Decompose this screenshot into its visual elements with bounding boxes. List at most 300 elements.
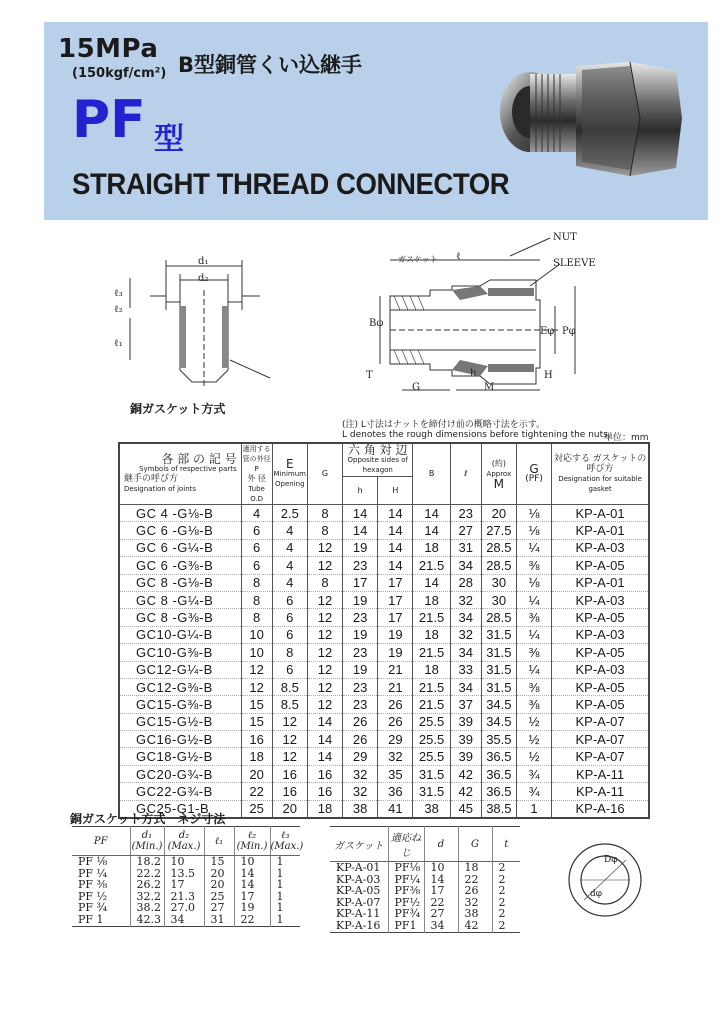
table-cell: 27 (424, 908, 458, 920)
joint-designation: GC18-G½-B (119, 748, 241, 765)
table-cell: 6 (241, 522, 272, 539)
table-cell: 19 (343, 591, 378, 608)
table-cell: KP-A-03 (552, 539, 649, 556)
table-cell: 2 (492, 885, 520, 897)
joint-designation: GC10-G¼-B (119, 626, 241, 643)
gasket-port-drawing (110, 250, 290, 390)
column-header: ℓ₃ (Max.) (270, 827, 300, 856)
table-row (72, 856, 300, 868)
column-header: 適応ねじ (388, 827, 424, 862)
joint-designation: GC22-G¾-B (119, 783, 241, 800)
joint-designation: GC 8 -G¼-B (119, 591, 241, 608)
table-cell: ⅜ (516, 609, 551, 626)
joint-designation: GC 6 -G⅛-B (119, 522, 241, 539)
table-cell: 20 (204, 879, 234, 891)
table-cell: 10 (241, 626, 272, 643)
table-cell: 1 (516, 800, 551, 818)
table-cell: 21.5 (413, 678, 450, 695)
table-cell: 12 (241, 678, 272, 695)
table-cell: 14 (424, 874, 458, 886)
table-cell: 19 (343, 626, 378, 643)
table-cell: 6 (272, 591, 307, 608)
header-tube-jp2: 外 径 (247, 474, 266, 483)
header-g2 (516, 443, 551, 505)
table-cell: 16 (272, 783, 307, 800)
table-cell: 20 (204, 868, 234, 880)
label-sleeve: SLEEVE (553, 258, 596, 269)
table-cell: 17 (378, 574, 413, 591)
table-cell: ¼ (516, 661, 551, 678)
table-cell: 27.0 (164, 902, 204, 914)
joint-designation: GC 4 -G⅛-B (119, 505, 241, 522)
table-cell: 41 (378, 800, 413, 818)
table-cell: 29 (378, 731, 413, 748)
table-row (119, 609, 649, 626)
joint-designation: GC10-G⅜-B (119, 644, 241, 661)
table-cell: 19 (234, 902, 270, 914)
table-cell: 23 (343, 696, 378, 713)
joint-designation: GC12-G⅜-B (119, 678, 241, 695)
table-cell: PF 1 (78, 912, 104, 926)
table-cell: 34 (450, 557, 481, 574)
table-row (72, 914, 300, 926)
joint-designation: GC20-G¾-B (119, 765, 241, 782)
table-cell: 27 (450, 522, 481, 539)
table-cell: 36 (378, 783, 413, 800)
table-cell: ⅛ (516, 505, 551, 522)
label-nut: NUT (553, 232, 577, 243)
table-cell: 38.2 (130, 902, 164, 914)
table-cell: 31 (450, 539, 481, 556)
joint-designation: GC25-G1-B (119, 800, 241, 818)
table-cell: 13.5 (164, 868, 204, 880)
table-cell: ½ (516, 731, 551, 748)
table-cell: 14 (343, 522, 378, 539)
table-cell: 16 (272, 765, 307, 782)
table-cell: 45 (450, 800, 481, 818)
header-h-cap: H (378, 477, 413, 505)
table-cell: 21 (378, 661, 413, 678)
table-cell: PF½ (388, 897, 424, 909)
table-cell: 17 (378, 591, 413, 608)
table-cell: 32 (343, 765, 378, 782)
table-cell: 6 (272, 626, 307, 643)
header-g2-pf: (PF) (525, 474, 543, 484)
connector-photo (490, 60, 686, 178)
table-cell: 36.5 (481, 783, 516, 800)
table-cell: 2 (492, 920, 520, 932)
table-cell: 10 (234, 856, 270, 868)
table-cell: 38 (343, 800, 378, 818)
header-e-label: E (285, 457, 294, 471)
japanese-title: B型銅管くい込継手 (178, 53, 363, 77)
table-cell: 39 (450, 748, 481, 765)
table-cell: 8 (307, 505, 342, 522)
pressure-rating: 15MPa (58, 34, 159, 64)
table-cell: ¾ (516, 765, 551, 782)
table-cell: 31.5 (481, 626, 516, 643)
table-cell: 19 (343, 539, 378, 556)
table-cell: 26 (458, 885, 492, 897)
table-cell: 38 (458, 908, 492, 920)
header-e-en: Minimum Opening (273, 470, 306, 488)
table-cell: 16 (307, 765, 342, 782)
table-cell: 38 (413, 800, 450, 818)
table-cell: 34.5 (481, 696, 516, 713)
table-cell: 14 (234, 868, 270, 880)
table-cell: 14 (307, 713, 342, 730)
table-cell: 12 (307, 609, 342, 626)
table-cell: PF1 (388, 920, 424, 932)
header-designation (119, 443, 241, 505)
table-cell: 18 (413, 626, 450, 643)
table-cell: ⅜ (516, 678, 551, 695)
label-h: H (544, 370, 553, 381)
label-p: Pφ (562, 326, 576, 337)
table-cell: 12 (307, 626, 342, 643)
table-cell: KP-A-07 (552, 713, 649, 730)
table-cell: 8 (241, 574, 272, 591)
header-symbols-en: Symbols of respective parts (139, 465, 237, 473)
label-t: T (366, 370, 373, 381)
table-cell: ¼ (516, 591, 551, 608)
joint-designation: GC 6 -G¼-B (119, 539, 241, 556)
table-cell: ⅜ (516, 557, 551, 574)
table-cell: 14 (413, 522, 450, 539)
table-cell: PF⅛ (388, 862, 424, 874)
table-row (119, 765, 649, 782)
table-cell: 10 (424, 862, 458, 874)
label-e: Eφ (540, 326, 555, 337)
table-cell: 28.5 (481, 539, 516, 556)
table-cell: 22 (234, 914, 270, 926)
table-cell: 34 (450, 678, 481, 695)
column-header: d (424, 827, 458, 862)
header-gasket-jp: 対応する ガスケットの 呼び方 (553, 454, 647, 474)
joint-designation: GC15-G½-B (119, 713, 241, 730)
label-h-small: h (470, 368, 477, 379)
table-cell: 26 (378, 713, 413, 730)
table-cell: 8.5 (272, 678, 307, 695)
table-cell: 18 (413, 661, 450, 678)
table-cell: 4 (272, 522, 307, 539)
table-cell: ¼ (516, 539, 551, 556)
table-cell: 23 (343, 644, 378, 661)
table-cell: 2 (492, 862, 520, 874)
table-cell: 18 (413, 539, 450, 556)
table-cell: KP-A-05 (552, 696, 649, 713)
table-cell: 14 (378, 539, 413, 556)
table-cell: ⅛ (516, 574, 551, 591)
table-cell: 32 (450, 591, 481, 608)
table-row (330, 920, 520, 932)
table-cell: 27 (204, 902, 234, 914)
bottom-section-title: 銅ガスケット方式 ネジ寸法 (70, 812, 226, 826)
label-l2: ℓ₂ (114, 304, 123, 315)
unit-label: 単位：mm (604, 433, 649, 443)
label-g: G (412, 382, 420, 393)
table-cell: 4 (272, 557, 307, 574)
table-cell: 14 (307, 731, 342, 748)
table-cell: 14 (413, 505, 450, 522)
table-cell: KP-A-11 (552, 765, 649, 782)
table-cell: 42 (450, 783, 481, 800)
table-cell: 2.5 (272, 505, 307, 522)
table-cell: ½ (516, 713, 551, 730)
table-row (330, 862, 520, 874)
table-cell: KP-A-07 (336, 895, 381, 909)
table-row (119, 696, 649, 713)
label-l: ℓ (456, 251, 461, 262)
table-cell: 31.5 (481, 678, 516, 695)
note-japanese: (注) L寸法はナットを締付け前の概略寸法を示す。 (342, 420, 545, 430)
table-cell: 23 (343, 557, 378, 574)
table-cell: 10 (164, 856, 204, 868)
table-cell: 14 (378, 505, 413, 522)
table-cell: 12 (307, 678, 342, 695)
header-designation-en: Designation of joints (124, 485, 197, 493)
label-gasket: ガスケット (398, 255, 438, 264)
table-cell: 26 (343, 713, 378, 730)
table-cell: 12 (307, 661, 342, 678)
table-cell: 36.5 (481, 748, 516, 765)
table-cell: 22.2 (130, 868, 164, 880)
table-cell: ⅛ (516, 522, 551, 539)
table-cell: 42.3 (130, 914, 164, 926)
table-cell: 1 (270, 879, 300, 891)
table-cell: 14 (343, 505, 378, 522)
header-m-en: Approx (486, 470, 512, 478)
table-cell: KP-A-11 (336, 907, 381, 921)
table-cell: 35.5 (481, 731, 516, 748)
table-cell: 28.5 (481, 609, 516, 626)
table-cell: 32.2 (130, 891, 164, 903)
table-cell: KP-A-01 (336, 861, 381, 874)
header-m (481, 443, 516, 505)
table-cell: 6 (241, 539, 272, 556)
table-row (119, 678, 649, 695)
table-cell: KP-A-03 (552, 626, 649, 643)
table-cell: 34 (450, 644, 481, 661)
table-cell: 32 (458, 897, 492, 909)
table-cell: 12 (272, 748, 307, 765)
table-cell: 8 (272, 644, 307, 661)
table-cell: KP-A-03 (552, 661, 649, 678)
table-row (119, 574, 649, 591)
joint-designation: GC 6 -G⅜-B (119, 557, 241, 574)
table-row (119, 661, 649, 678)
table-row (119, 591, 649, 608)
thread-dimension-table (72, 826, 304, 927)
table-cell: 12 (241, 661, 272, 678)
table-cell: 42 (458, 920, 492, 932)
table-cell: KP-A-03 (336, 872, 381, 886)
table-cell: 29 (343, 748, 378, 765)
table-cell: 31.5 (481, 661, 516, 678)
table-cell: 22 (424, 897, 458, 909)
table-cell: 15 (241, 696, 272, 713)
table-cell: PF ¼ (78, 866, 108, 880)
model-suffix: 型 (154, 122, 184, 157)
table-cell: 33 (450, 661, 481, 678)
label-d2: d₂ (198, 273, 209, 284)
table-cell: 16 (307, 783, 342, 800)
table-cell: 21.5 (413, 557, 450, 574)
table-cell: 34.5 (481, 713, 516, 730)
table-row (119, 713, 649, 730)
header-designation-jp: 継手の呼び方 (124, 474, 179, 484)
table-cell: 20 (481, 505, 516, 522)
joint-designation: GC 8 -G⅜-B (119, 609, 241, 626)
label-d1: d₁ (198, 256, 209, 267)
table-cell: KP-A-05 (552, 644, 649, 661)
header-gasket-en: Designation for suitable gasket (558, 475, 642, 493)
table-cell: 21.5 (413, 609, 450, 626)
table-cell: 17 (164, 879, 204, 891)
gasket-table (330, 826, 520, 933)
table-cell: KP-A-05 (552, 678, 649, 695)
gasket-ring-drawing (560, 838, 650, 922)
english-title: STRAIGHT THREAD CONNECTOR (72, 168, 510, 201)
table-cell: 19 (343, 661, 378, 678)
dimension-table (118, 442, 650, 819)
table-cell: 34 (424, 920, 458, 932)
table-cell: PF ⅛ (78, 855, 108, 868)
table-cell: 6 (272, 609, 307, 626)
table-cell: 31.5 (413, 783, 450, 800)
table-cell: 31.5 (481, 644, 516, 661)
table-cell: ⅜ (516, 696, 551, 713)
label-m: M (484, 382, 495, 393)
table-cell: ½ (516, 748, 551, 765)
table-cell: 17 (234, 891, 270, 903)
table-cell: ⅜ (516, 644, 551, 661)
ring-outer-label: Dφ (604, 855, 618, 865)
header-tube (241, 443, 272, 505)
table-cell: KP-A-05 (552, 557, 649, 574)
table-cell: 30 (481, 574, 516, 591)
table-cell: 10 (241, 644, 272, 661)
header-symbols-jp: 各 部 の 記 号 (161, 452, 237, 466)
table-cell: 14 (234, 879, 270, 891)
table-cell: 27.5 (481, 522, 516, 539)
table-cell: 23 (450, 505, 481, 522)
table-row (119, 748, 649, 765)
table-row (119, 731, 649, 748)
table-cell: PF ⅜ (78, 878, 108, 892)
joint-designation: GC12-G¼-B (119, 661, 241, 678)
table-cell: 2 (492, 897, 520, 909)
table-cell: PF¼ (388, 874, 424, 886)
table-cell: 17 (343, 574, 378, 591)
table-cell: 34 (164, 914, 204, 926)
table-cell: 14 (413, 574, 450, 591)
table-cell: PF¾ (388, 908, 424, 920)
table-cell: 18.2 (130, 856, 164, 868)
header-g: G (307, 443, 342, 505)
table-cell: 23 (343, 678, 378, 695)
table-cell: 26 (378, 696, 413, 713)
table-cell: 30 (481, 591, 516, 608)
note-english: L denotes the rough dimensions before tightening the nuts. (342, 430, 611, 440)
table-cell: 12 (307, 539, 342, 556)
table-cell: 19 (378, 626, 413, 643)
table-cell: 12 (272, 713, 307, 730)
label-l3: ℓ₃ (114, 288, 123, 299)
table-cell: 1 (270, 868, 300, 880)
table-cell: 21.3 (164, 891, 204, 903)
table-cell: 18 (307, 800, 342, 818)
header-l: ℓ (450, 443, 481, 505)
table-row (119, 539, 649, 556)
table-cell: 14 (378, 557, 413, 574)
table-cell: 16 (241, 731, 272, 748)
table-cell: KP-A-16 (552, 800, 649, 818)
header-tube-en: Tube O.D (248, 485, 265, 503)
label-b: Bφ (369, 318, 384, 329)
table-cell: 1 (270, 902, 300, 914)
table-cell: 20 (241, 765, 272, 782)
table-cell: 6 (272, 661, 307, 678)
table-cell: 8 (307, 574, 342, 591)
joint-designation: GC15-G⅜-B (119, 696, 241, 713)
table-cell: 1 (270, 914, 300, 926)
joint-designation: GC 8 -G⅛-B (119, 574, 241, 591)
column-header: ℓ₁ (204, 827, 234, 856)
table-cell: 2 (492, 874, 520, 886)
table-cell: 1 (270, 891, 300, 903)
table-cell: 15 (204, 856, 234, 868)
table-cell: KP-A-11 (552, 783, 649, 800)
table-cell: 25.5 (413, 713, 450, 730)
table-cell: ¾ (516, 783, 551, 800)
joint-designation: GC16-G½-B (119, 731, 241, 748)
table-row (119, 557, 649, 574)
table-cell: 28 (450, 574, 481, 591)
table-cell: 8 (307, 522, 342, 539)
table-cell: 25 (204, 891, 234, 903)
table-cell: 6 (241, 557, 272, 574)
column-header: t (492, 827, 520, 862)
header-b: B (413, 443, 450, 505)
table-cell: KP-A-01 (552, 522, 649, 539)
table-cell: KP-A-05 (336, 884, 381, 898)
table-cell: 18 (413, 591, 450, 608)
header-hex (343, 443, 413, 477)
header-m-label: M (493, 477, 505, 491)
column-header: d₂ (Max.) (164, 827, 204, 856)
table-cell: 39 (450, 731, 481, 748)
table-cell: 22 (458, 874, 492, 886)
table-cell: 8.5 (272, 696, 307, 713)
table-cell: PF⅜ (388, 885, 424, 897)
header-hex-jp: 六 角 対 辺 (348, 443, 408, 458)
table-cell: 12 (307, 644, 342, 661)
left-drawing-caption: 銅ガスケット方式 (130, 402, 226, 416)
column-header: PF (72, 827, 130, 856)
header-gasket (552, 443, 649, 505)
table-cell: 12 (307, 591, 342, 608)
table-cell: 17 (424, 885, 458, 897)
table-cell: 12 (272, 731, 307, 748)
table-row (119, 626, 649, 643)
header-tube-jp: 適用する管の外径P (242, 445, 271, 473)
table-cell: 32 (378, 748, 413, 765)
table-row (119, 783, 649, 800)
table-cell: 12 (307, 557, 342, 574)
table-cell: 1 (270, 856, 300, 868)
table-cell: 21 (378, 678, 413, 695)
